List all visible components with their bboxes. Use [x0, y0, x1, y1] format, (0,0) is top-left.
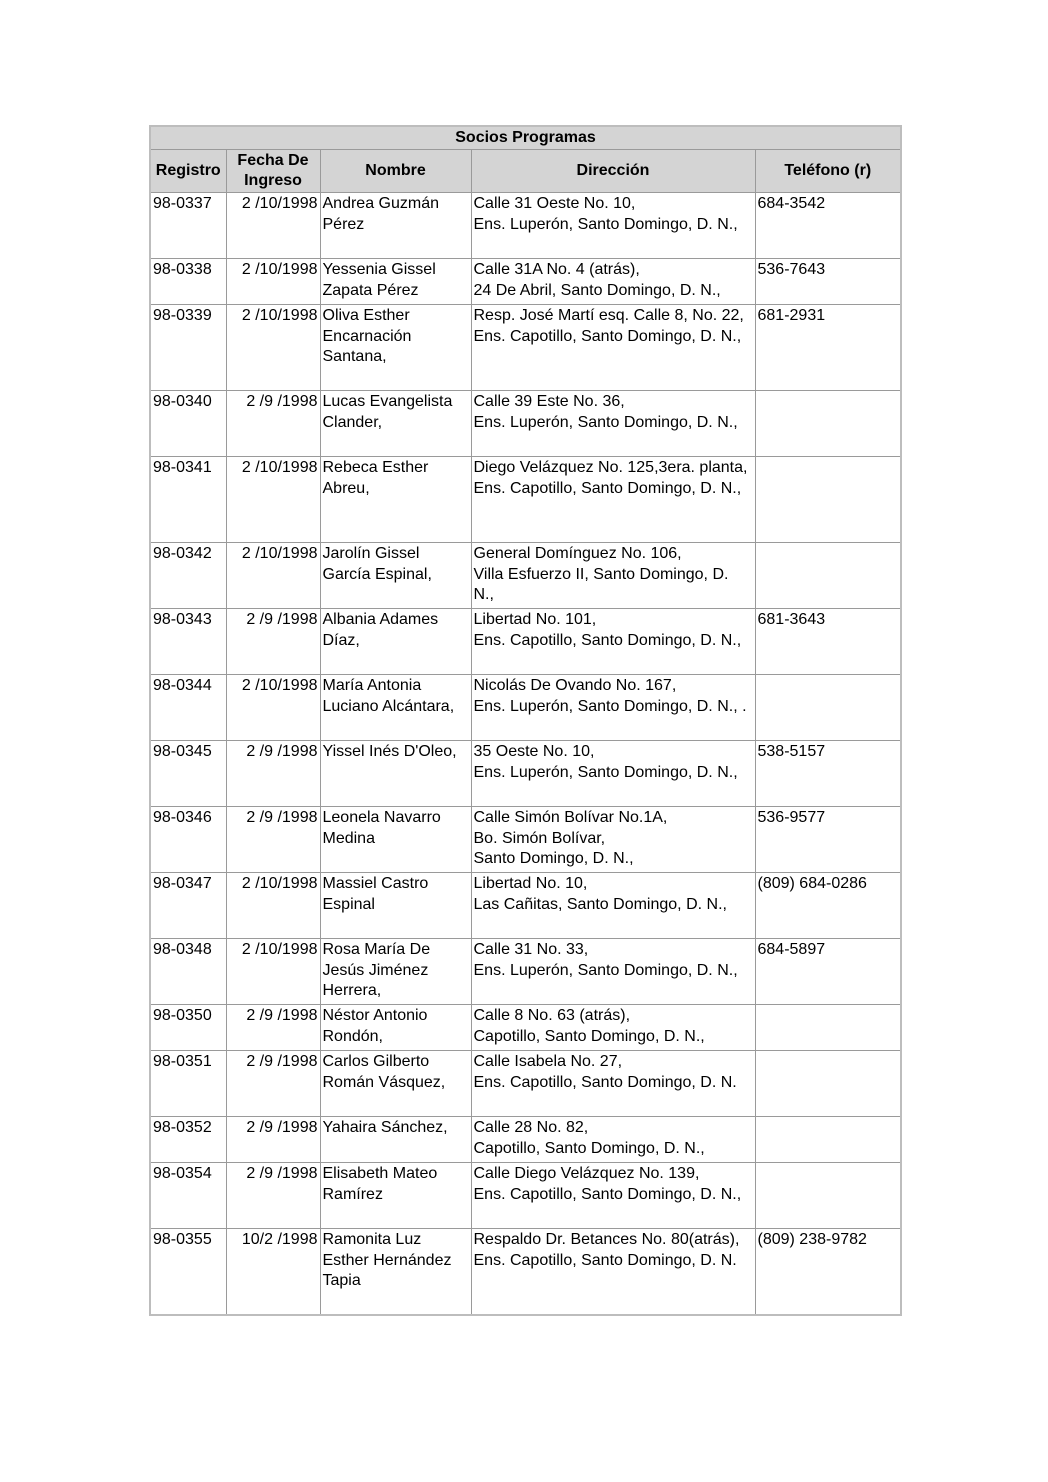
cell-registro: 98-0339 — [150, 305, 226, 391]
cell-telefono — [755, 1117, 901, 1163]
header-direccion: Dirección — [471, 150, 755, 193]
header-registro: Registro — [150, 150, 226, 193]
cell-registro: 98-0348 — [150, 939, 226, 1005]
cell-fecha: 2 /9 /1998 — [226, 1051, 320, 1117]
cell-direccion: Libertad No. 101, Ens. Capotillo, Santo Domingo, D. N., — [471, 609, 755, 675]
table-row — [150, 543, 901, 609]
cell-nombre: Yahaira Sánchez, — [320, 1117, 471, 1163]
cell-nombre: Yissel Inés D'Oleo, — [320, 741, 471, 807]
cell-telefono: 681-3643 — [755, 609, 901, 675]
cell-fecha: 10/2 /1998 — [226, 1229, 320, 1315]
cell-fecha: 2 /9 /1998 — [226, 807, 320, 873]
cell-registro: 98-0338 — [150, 259, 226, 305]
cell-direccion: Nicolás De Ovando No. 167, Ens. Luperón, Santo Domingo, D. N., . — [471, 675, 755, 741]
cell-telefono: (809) 684-0286 — [755, 873, 901, 939]
cell-registro: 98-0346 — [150, 807, 226, 873]
cell-registro: 98-0341 — [150, 457, 226, 543]
cell-nombre: Ramonita Luz Esther Hernández Tapia — [320, 1229, 471, 1315]
cell-fecha: 2 /10/1998 — [226, 305, 320, 391]
cell-telefono: 536-9577 — [755, 807, 901, 873]
cell-fecha: 2 /10/1998 — [226, 873, 320, 939]
cell-direccion: Libertad No. 10, Las Cañitas, Santo Domingo, D. N., — [471, 873, 755, 939]
cell-nombre: Lucas Evangelista Clander, — [320, 391, 471, 457]
cell-nombre: María Antonia Luciano Alcántara, — [320, 675, 471, 741]
table-row — [150, 1051, 901, 1117]
cell-nombre: Rosa María De Jesús Jiménez Herrera, — [320, 939, 471, 1005]
cell-direccion: Calle 28 No. 82, Capotillo, Santo Domingo, D. N., — [471, 1117, 755, 1163]
cell-telefono — [755, 543, 901, 609]
table-row — [150, 675, 901, 741]
cell-fecha: 2 /9 /1998 — [226, 741, 320, 807]
table-row — [150, 873, 901, 939]
cell-direccion: Calle 31 No. 33, Ens. Luperón, Santo Domingo, D. N., — [471, 939, 755, 1005]
cell-fecha: 2 /9 /1998 — [226, 1005, 320, 1051]
cell-telefono — [755, 1005, 901, 1051]
cell-direccion: Respaldo Dr. Betances No. 80(atrás), Ens. Capotillo, Santo Domingo, D. N. — [471, 1229, 755, 1315]
cell-direccion: Calle Diego Velázquez No. 139, Ens. Capotillo, Santo Domingo, D. N., — [471, 1163, 755, 1229]
cell-telefono — [755, 391, 901, 457]
cell-direccion: Calle 8 No. 63 (atrás), Capotillo, Santo Domingo, D. N., — [471, 1005, 755, 1051]
table-row — [150, 1117, 901, 1163]
cell-direccion: Calle Isabela No. 27, Ens. Capotillo, Santo Domingo, D. N. — [471, 1051, 755, 1117]
cell-direccion: Calle 39 Este No. 36, Ens. Luperón, Santo Domingo, D. N., — [471, 391, 755, 457]
cell-registro: 98-0344 — [150, 675, 226, 741]
cell-registro: 98-0350 — [150, 1005, 226, 1051]
header-fecha: Fecha De Ingreso — [226, 150, 320, 193]
table-title: Socios Programas — [150, 126, 901, 150]
cell-nombre: Carlos Gilberto Román Vásquez, — [320, 1051, 471, 1117]
cell-telefono — [755, 1051, 901, 1117]
cell-nombre: Néstor Antonio Rondón, — [320, 1005, 471, 1051]
table-body — [150, 193, 901, 1315]
cell-fecha: 2 /10/1998 — [226, 543, 320, 609]
cell-nombre: Massiel Castro Espinal — [320, 873, 471, 939]
cell-nombre: Yessenia Gissel Zapata Pérez — [320, 259, 471, 305]
cell-fecha: 2 /9 /1998 — [226, 609, 320, 675]
cell-registro: 98-0355 — [150, 1229, 226, 1315]
cell-telefono — [755, 675, 901, 741]
table-row — [150, 193, 901, 259]
cell-nombre: Jarolín Gissel García Espinal, — [320, 543, 471, 609]
socios-table — [149, 125, 902, 1316]
table-row — [150, 1229, 901, 1315]
cell-registro: 98-0337 — [150, 193, 226, 259]
table-row — [150, 1005, 901, 1051]
table-row — [150, 1163, 901, 1229]
cell-registro: 98-0343 — [150, 609, 226, 675]
cell-fecha: 2 /9 /1998 — [226, 391, 320, 457]
cell-telefono: 538-5157 — [755, 741, 901, 807]
cell-nombre: Leonela Navarro Medina — [320, 807, 471, 873]
cell-nombre: Elisabeth Mateo Ramírez — [320, 1163, 471, 1229]
cell-direccion: 35 Oeste No. 10, Ens. Luperón, Santo Domingo, D. N., — [471, 741, 755, 807]
cell-fecha: 2 /10/1998 — [226, 259, 320, 305]
cell-registro: 98-0354 — [150, 1163, 226, 1229]
table-row — [150, 259, 901, 305]
cell-fecha: 2 /10/1998 — [226, 675, 320, 741]
table-row — [150, 939, 901, 1005]
cell-telefono: 684-3542 — [755, 193, 901, 259]
cell-direccion: Calle Simón Bolívar No.1A, Bo. Simón Bolívar, Santo Domingo, D. N., — [471, 807, 755, 873]
table-row — [150, 305, 901, 391]
cell-fecha: 2 /9 /1998 — [226, 1163, 320, 1229]
cell-fecha: 2 /9 /1998 — [226, 1117, 320, 1163]
cell-nombre: Albania Adames Díaz, — [320, 609, 471, 675]
header-telefono: Teléfono (r) — [755, 150, 901, 193]
cell-registro: 98-0342 — [150, 543, 226, 609]
cell-direccion: Calle 31A No. 4 (atrás), 24 De Abril, Santo Domingo, D. N., — [471, 259, 755, 305]
cell-telefono: 684-5897 — [755, 939, 901, 1005]
cell-registro: 98-0352 — [150, 1117, 226, 1163]
socios-table-container — [149, 125, 900, 1316]
cell-telefono: (809) 238-9782 — [755, 1229, 901, 1315]
table-row — [150, 741, 901, 807]
cell-registro: 98-0347 — [150, 873, 226, 939]
cell-telefono — [755, 1163, 901, 1229]
cell-registro: 98-0351 — [150, 1051, 226, 1117]
cell-nombre: Andrea Guzmán Pérez — [320, 193, 471, 259]
cell-telefono: 681-2931 — [755, 305, 901, 391]
cell-fecha: 2 /10/1998 — [226, 457, 320, 543]
header-nombre: Nombre — [320, 150, 471, 193]
cell-nombre: Rebeca Esther Abreu, — [320, 457, 471, 543]
cell-direccion: Diego Velázquez No. 125,3era. planta, Ens. Capotillo, Santo Domingo, D. N., — [471, 457, 755, 543]
table-row — [150, 609, 901, 675]
cell-nombre: Oliva Esther Encarnación Santana, — [320, 305, 471, 391]
table-row — [150, 391, 901, 457]
cell-registro: 98-0340 — [150, 391, 226, 457]
cell-direccion: General Domínguez No. 106, Villa Esfuerzo II, Santo Domingo, D. N., — [471, 543, 755, 609]
cell-direccion: Resp. José Martí esq. Calle 8, No. 22, Ens. Capotillo, Santo Domingo, D. N., — [471, 305, 755, 391]
cell-direccion: Calle 31 Oeste No. 10, Ens. Luperón, Santo Domingo, D. N., — [471, 193, 755, 259]
cell-fecha: 2 /10/1998 — [226, 939, 320, 1005]
cell-telefono: 536-7643 — [755, 259, 901, 305]
cell-registro: 98-0345 — [150, 741, 226, 807]
table-row — [150, 457, 901, 543]
cell-telefono — [755, 457, 901, 543]
cell-fecha: 2 /10/1998 — [226, 193, 320, 259]
table-row — [150, 807, 901, 873]
